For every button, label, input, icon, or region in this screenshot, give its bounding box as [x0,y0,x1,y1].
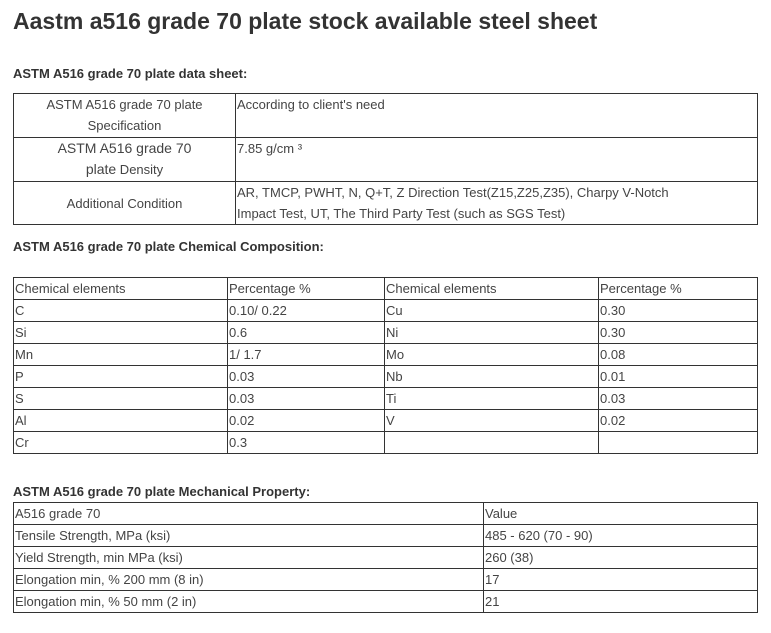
chemical-heading: ASTM A516 grade 70 plate Chemical Composition: [13,239,324,254]
mech-value: 260 (38) [484,547,758,569]
density-value-cell: 7.85 g/cm ³ [236,138,758,182]
chem-element: Si [14,322,228,344]
mech-value: 21 [484,591,758,613]
table-row [14,410,758,432]
table-row [14,388,758,410]
chem-percentage: 0.6 [228,322,385,344]
density-label-cell [14,138,236,182]
chem-percentage: 0.03 [228,388,385,410]
spec-label-line2: Specification [87,118,162,133]
table-row [14,322,758,344]
spec-label-line1: ASTM A516 grade 70 plate [46,97,203,112]
mechanical-heading: ASTM A516 grade 70 plate Mechanical Property: [13,484,311,499]
data-sheet-table [13,93,758,225]
table-row [14,344,758,366]
table-row [14,138,758,182]
chem-percentage [599,432,758,454]
chem-percentage: 0.08 [599,344,758,366]
table-row [14,591,758,613]
chem-percentage: 0.3 [228,432,385,454]
chem-element: Ni [385,322,599,344]
chem-element: V [385,410,599,432]
condition-value-line2: Impact Test, UT, The Third Party Test (such as SGS Test) [237,206,566,221]
table-row [14,547,758,569]
chem-percentage: 1/ 1.7 [228,344,385,366]
chem-percentage: 0.01 [599,366,758,388]
chem-header: Percentage % [599,278,758,300]
spec-value-cell: According to client's need [236,94,758,138]
density-label-part3: Density [116,162,164,177]
chem-element: Mo [385,344,599,366]
table-header-row [14,278,758,300]
chem-element: Ti [385,388,599,410]
chem-percentage: 0.03 [599,388,758,410]
chem-header: Chemical elements [385,278,599,300]
mech-value: 17 [484,569,758,591]
density-label-line1: ASTM A516 grade 70 [57,140,192,156]
mech-property: Elongation min, % 50 mm (2 in) [14,591,484,613]
chem-percentage: 0.02 [599,410,758,432]
table-row [14,300,758,322]
chem-element [385,432,599,454]
data-sheet-heading: ASTM A516 grade 70 plate data sheet: [13,66,248,81]
mech-header: Value [484,503,758,525]
chemical-table [13,277,758,454]
condition-label-cell: Additional Condition [14,182,236,225]
chem-element: P [14,366,228,388]
chem-element: Al [14,410,228,432]
mechanical-table [13,502,758,613]
chem-percentage: 0.30 [599,300,758,322]
condition-value-line1: AR, TMCP, PWHT, N, Q+T, Z Direction Test(Z15,Z25,Z35), Charpy V-Notch [237,185,669,200]
table-row [14,569,758,591]
chem-element: Cr [14,432,228,454]
mech-property: Yield Strength, min MPa (ksi) [14,547,484,569]
table-row [14,182,758,225]
table-row [14,525,758,547]
mech-value: 485 - 620 (70 - 90) [484,525,758,547]
chem-percentage: 0.02 [228,410,385,432]
table-header-row [14,503,758,525]
chem-element: Nb [385,366,599,388]
table-row [14,432,758,454]
condition-value-cell [236,182,758,225]
chem-element: C [14,300,228,322]
chem-element: S [14,388,228,410]
spec-label-cell [14,94,236,138]
chem-header: Percentage % [228,278,385,300]
chem-percentage: 0.03 [228,366,385,388]
chem-percentage: 0.30 [599,322,758,344]
chem-element: Cu [385,300,599,322]
mech-header: A516 grade 70 [14,503,484,525]
chem-header: Chemical elements [14,278,228,300]
chem-element: Mn [14,344,228,366]
mech-property: Elongation min, % 200 mm (8 in) [14,569,484,591]
mech-property: Tensile Strength, MPa (ksi) [14,525,484,547]
chem-percentage: 0.10/ 0.22 [228,300,385,322]
table-row [14,366,758,388]
density-label-part2: plate [85,161,117,177]
table-row [14,94,758,138]
page-title: Aastm a516 grade 70 plate stock available steel sheet [13,8,598,34]
